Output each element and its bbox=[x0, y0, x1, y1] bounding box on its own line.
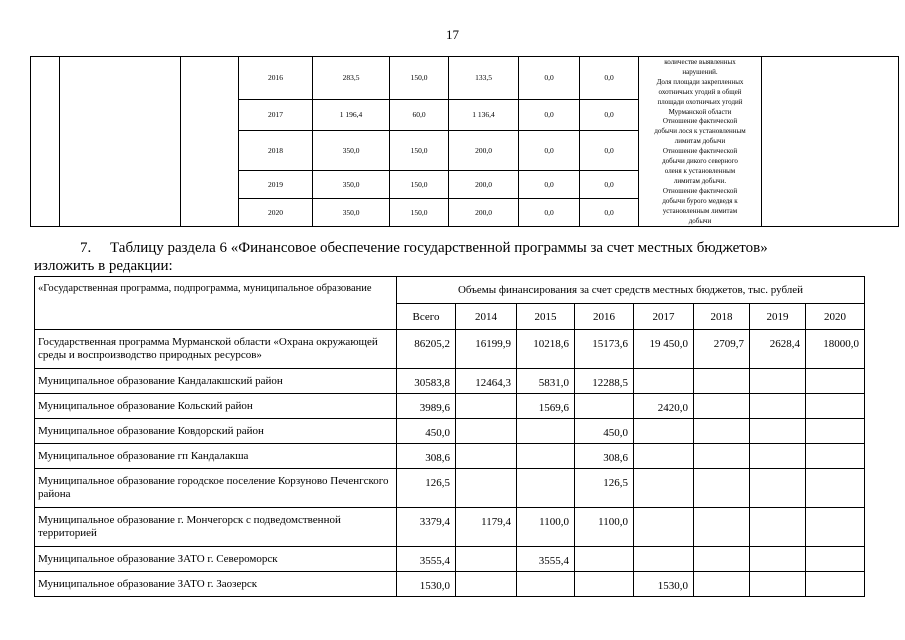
value-cell bbox=[806, 444, 865, 469]
continuation-cell: 133,5 bbox=[449, 57, 519, 100]
value-cell bbox=[634, 508, 694, 547]
indicator-note-line: добычи bbox=[688, 216, 712, 225]
continuation-cell: 0,0 bbox=[580, 99, 639, 130]
value-cell bbox=[750, 469, 806, 508]
value-cell: 1530,0 bbox=[634, 572, 694, 597]
value-cell: 2709,7 bbox=[694, 330, 750, 369]
continuation-cell: 0,0 bbox=[580, 57, 639, 100]
continuation-cell: 200,0 bbox=[449, 198, 519, 226]
continuation-cell: 0,0 bbox=[519, 131, 580, 171]
row-name-cell: Муниципальное образование ЗАТО г. Североморск bbox=[35, 547, 397, 572]
value-cell bbox=[806, 469, 865, 508]
value-cell bbox=[575, 394, 634, 419]
indicator-note-line: Отношение фактической bbox=[662, 147, 738, 156]
value-cell: 16199,9 bbox=[456, 330, 517, 369]
value-cell bbox=[750, 508, 806, 547]
column-header: 2017 bbox=[634, 304, 694, 330]
financing-row bbox=[35, 394, 865, 419]
continuation-cell: 0,0 bbox=[519, 170, 580, 198]
column-header: 2015 bbox=[517, 304, 575, 330]
continuation-cell: 200,0 bbox=[449, 170, 519, 198]
value-cell: 2420,0 bbox=[634, 394, 694, 419]
continuation-cell: 0,0 bbox=[580, 198, 639, 226]
continuation-cell: 2017 bbox=[239, 99, 313, 130]
financing-row bbox=[35, 469, 865, 508]
page-number: 17 bbox=[446, 27, 459, 42]
row-name-cell: Муниципальное образование Ковдорский район bbox=[35, 419, 397, 444]
value-cell: 1179,4 bbox=[456, 508, 517, 547]
value-cell bbox=[517, 469, 575, 508]
continuation-cell: 2018 bbox=[239, 131, 313, 171]
value-cell bbox=[750, 419, 806, 444]
value-cell: 308,6 bbox=[575, 444, 634, 469]
value-cell: 450,0 bbox=[575, 419, 634, 444]
value-cell bbox=[694, 369, 750, 394]
financing-row bbox=[35, 572, 865, 597]
empty-cell bbox=[31, 57, 60, 227]
value-cell bbox=[456, 419, 517, 444]
value-cell: 308,6 bbox=[397, 444, 456, 469]
value-cell: 12464,3 bbox=[456, 369, 517, 394]
value-cell: 3555,4 bbox=[517, 547, 575, 572]
continuation-cell: 150,0 bbox=[390, 131, 449, 171]
value-cell bbox=[750, 444, 806, 469]
value-cell bbox=[517, 419, 575, 444]
indicator-note-line: добычи дикого северного bbox=[662, 157, 738, 166]
value-cell bbox=[694, 508, 750, 547]
continuation-cell: 200,0 bbox=[449, 131, 519, 171]
paragraph-number: 7. bbox=[80, 240, 92, 256]
financing-row bbox=[35, 508, 865, 547]
row-name-cell: Муниципальное образование гп Кандалакша bbox=[35, 444, 397, 469]
value-cell: 126,5 bbox=[575, 469, 634, 508]
row-name-cell: Муниципальное образование Кольский район bbox=[35, 394, 397, 419]
value-cell bbox=[750, 369, 806, 394]
value-cell: 19 450,0 bbox=[634, 330, 694, 369]
column-header: Всего bbox=[397, 304, 456, 330]
row-name-cell: Муниципальное образование городское поселение Корзуново Печенгского района bbox=[35, 469, 397, 508]
row-name-cell: Муниципальное образование г. Мончегорск с подведомственной территорией bbox=[35, 508, 397, 547]
continuation-cell: 350,0 bbox=[313, 131, 390, 171]
value-cell bbox=[517, 572, 575, 597]
value-cell: 3555,4 bbox=[397, 547, 456, 572]
column-header: 2014 bbox=[456, 304, 517, 330]
indicator-note-line: установленным лимитам bbox=[662, 206, 738, 215]
value-cell bbox=[634, 419, 694, 444]
value-cell bbox=[456, 394, 517, 419]
indicator-note-line: лимитам добычи bbox=[674, 137, 726, 146]
financing-row bbox=[35, 547, 865, 572]
financing-table bbox=[34, 276, 865, 597]
indicator-note-line: лимитам добычи. bbox=[673, 176, 727, 185]
value-cell bbox=[694, 469, 750, 508]
continuation-cell: 1 136,4 bbox=[449, 99, 519, 130]
value-cell bbox=[806, 369, 865, 394]
value-cell bbox=[517, 444, 575, 469]
indicator-note-line: Отношение фактической bbox=[662, 186, 738, 195]
value-cell: 1100,0 bbox=[517, 508, 575, 547]
column-header: 2020 bbox=[806, 304, 865, 330]
value-cell bbox=[806, 508, 865, 547]
row-name-cell: Муниципальное образование ЗАТО г. Заозерск bbox=[35, 572, 397, 597]
indicator-note-line: оленя к установленным bbox=[664, 166, 736, 175]
volume-header: Объемы финансирования за счет средств местных бюджетов, тыс. рублей bbox=[397, 277, 865, 304]
financing-row bbox=[35, 369, 865, 394]
value-cell bbox=[806, 547, 865, 572]
row-name-cell: Муниципальное образование Кандалакшский район bbox=[35, 369, 397, 394]
continuation-cell: 0,0 bbox=[580, 170, 639, 198]
paragraph-line-2: изложить в редакции: bbox=[34, 258, 173, 274]
value-cell bbox=[575, 547, 634, 572]
value-cell bbox=[456, 572, 517, 597]
value-cell bbox=[456, 547, 517, 572]
value-cell bbox=[456, 444, 517, 469]
value-cell: 1100,0 bbox=[575, 508, 634, 547]
value-cell: 18000,0 bbox=[806, 330, 865, 369]
value-cell: 5831,0 bbox=[517, 369, 575, 394]
column-header: 2016 bbox=[575, 304, 634, 330]
indicator-note-line: Мурманской области bbox=[668, 107, 732, 116]
empty-cell bbox=[762, 57, 899, 227]
indicator-note-line: Доля площади закрепленных bbox=[656, 77, 744, 86]
value-cell bbox=[806, 572, 865, 597]
indicator-note-line: нарушений. bbox=[682, 67, 718, 76]
continuation-cell: 2020 bbox=[239, 198, 313, 226]
value-cell bbox=[575, 572, 634, 597]
value-cell: 3379,4 bbox=[397, 508, 456, 547]
value-cell bbox=[694, 547, 750, 572]
value-cell: 12288,5 bbox=[575, 369, 634, 394]
value-cell bbox=[806, 394, 865, 419]
continuation-cell: 150,0 bbox=[390, 57, 449, 100]
continuation-cell: 2016 bbox=[239, 57, 313, 100]
value-cell bbox=[694, 444, 750, 469]
continuation-cell: 350,0 bbox=[313, 170, 390, 198]
value-cell bbox=[634, 547, 694, 572]
value-cell: 10218,6 bbox=[517, 330, 575, 369]
continuation-cell: 283,5 bbox=[313, 57, 390, 100]
continuation-table bbox=[30, 56, 899, 227]
value-cell: 126,5 bbox=[397, 469, 456, 508]
value-cell bbox=[634, 444, 694, 469]
value-cell bbox=[634, 469, 694, 508]
value-cell bbox=[694, 394, 750, 419]
indicator-note-line: добычи лося к установленным bbox=[654, 127, 746, 136]
value-cell: 1569,6 bbox=[517, 394, 575, 419]
indicator-note-cell bbox=[639, 57, 762, 227]
indicator-note-line: Отношение фактической bbox=[662, 117, 738, 126]
value-cell bbox=[634, 369, 694, 394]
indicator-note-line: добычи бурого медведя к bbox=[662, 196, 738, 205]
column-header: 2018 bbox=[694, 304, 750, 330]
value-cell bbox=[694, 572, 750, 597]
indicator-note-line: площади охотничьих угодий bbox=[657, 97, 743, 106]
continuation-cell: 350,0 bbox=[313, 198, 390, 226]
value-cell: 30583,8 bbox=[397, 369, 456, 394]
continuation-cell: 150,0 bbox=[390, 170, 449, 198]
indicator-note-line: охотничьих угодий в общей bbox=[658, 87, 742, 96]
indicator-note-line: количестве выявленных bbox=[664, 58, 736, 66]
name-header: «Государственная программа, подпрограмма, муниципальное образование bbox=[35, 277, 397, 330]
column-header: 2019 bbox=[750, 304, 806, 330]
row-name-cell: Государственная программа Мурманской области «Охрана окружающей среды и воспроизводство природных ресурсов» bbox=[35, 330, 397, 369]
continuation-row bbox=[31, 57, 899, 100]
paragraph-line-1 bbox=[80, 240, 768, 257]
paragraph-text: Таблицу раздела 6 «Финансовое обеспечение государственной программы за счет местных бюджетов» bbox=[110, 240, 768, 256]
value-cell bbox=[694, 419, 750, 444]
financing-row bbox=[35, 330, 865, 369]
continuation-cell: 1 196,4 bbox=[313, 99, 390, 130]
value-cell: 86205,2 bbox=[397, 330, 456, 369]
financing-row bbox=[35, 444, 865, 469]
financing-row bbox=[35, 419, 865, 444]
continuation-cell: 0,0 bbox=[519, 198, 580, 226]
continuation-cell: 150,0 bbox=[390, 198, 449, 226]
empty-cell bbox=[181, 57, 239, 227]
financing-header-row bbox=[35, 277, 865, 304]
continuation-cell: 0,0 bbox=[580, 131, 639, 171]
value-cell bbox=[750, 394, 806, 419]
empty-cell bbox=[60, 57, 181, 227]
value-cell: 450,0 bbox=[397, 419, 456, 444]
value-cell: 1530,0 bbox=[397, 572, 456, 597]
value-cell: 3989,6 bbox=[397, 394, 456, 419]
value-cell bbox=[456, 469, 517, 508]
value-cell bbox=[750, 572, 806, 597]
continuation-cell: 0,0 bbox=[519, 99, 580, 130]
continuation-cell: 0,0 bbox=[519, 57, 580, 100]
value-cell: 2628,4 bbox=[750, 330, 806, 369]
value-cell: 15173,6 bbox=[575, 330, 634, 369]
value-cell bbox=[750, 547, 806, 572]
value-cell bbox=[806, 419, 865, 444]
continuation-cell: 60,0 bbox=[390, 99, 449, 130]
continuation-cell: 2019 bbox=[239, 170, 313, 198]
